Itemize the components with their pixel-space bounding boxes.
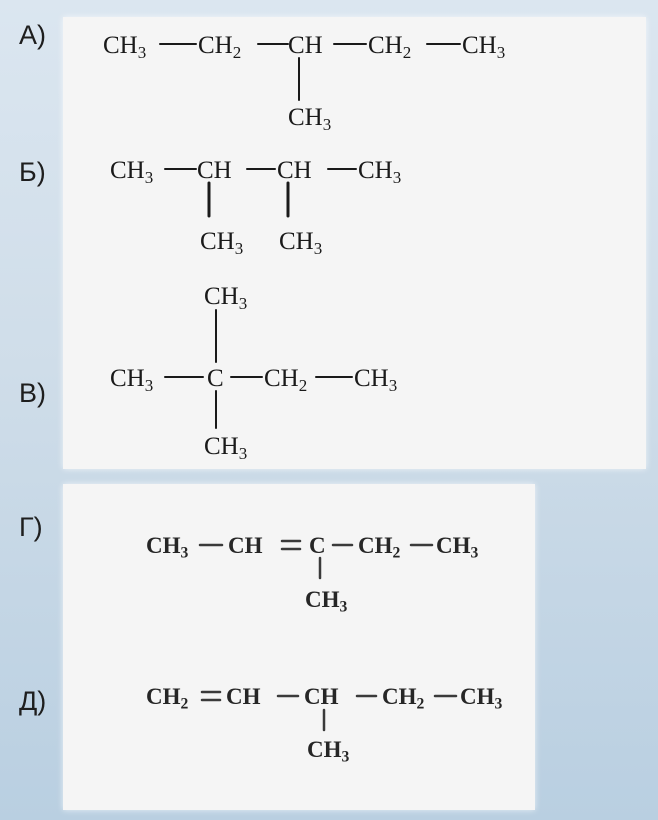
- v-ch3-1: $CH_3$: [110, 365, 154, 395]
- d-ch-2: CH: [304, 684, 339, 709]
- a-ch2-2: $CH_2$: [368, 32, 412, 62]
- v-ch3-bottom: $CH_3$: [204, 433, 248, 463]
- b-ch3-2: $CH_3$: [358, 157, 402, 187]
- b-ch-2: CH: [277, 157, 312, 184]
- g-ch3-2: $CH_3$: [436, 533, 479, 562]
- a-ch3-branch: $CH_3$: [288, 104, 332, 134]
- a-ch3-1: $CH_3$: [103, 32, 147, 62]
- v-ch3-2: $CH_3$: [354, 365, 398, 395]
- label-a: А): [19, 20, 46, 50]
- d-ch2-2: $CH_2$: [382, 684, 425, 713]
- v-c: C: [207, 365, 224, 392]
- g-c: C: [309, 533, 326, 558]
- v-ch2: $CH_2$: [264, 365, 308, 395]
- d-ch3: $CH_3$: [460, 684, 503, 713]
- a-ch3-2: $CH_3$: [462, 32, 506, 62]
- v-ch3-top: $CH_3$: [204, 283, 248, 313]
- label-v: В): [19, 378, 46, 408]
- label-d: Д): [19, 686, 47, 716]
- label-g: Г): [19, 512, 43, 542]
- b-ch3-branch-2: $CH_3$: [279, 228, 323, 258]
- g-ch3-1: $CH_3$: [146, 533, 189, 562]
- b-ch3-branch-1: $CH_3$: [200, 228, 244, 258]
- a-ch2-1: $CH_2$: [198, 32, 242, 62]
- b-ch3-1: $CH_3$: [110, 157, 154, 187]
- g-ch2: $CH_2$: [358, 533, 401, 562]
- g-ch3-branch: $CH_3$: [305, 587, 348, 616]
- a-ch: CH: [288, 32, 323, 59]
- d-ch-1: CH: [226, 684, 261, 709]
- d-ch3-branch: $CH_3$: [307, 737, 350, 766]
- b-ch-1: CH: [197, 157, 232, 184]
- g-ch: CH: [228, 533, 263, 558]
- label-b: Б): [19, 157, 46, 187]
- d-ch2-1: $CH_2$: [146, 684, 189, 713]
